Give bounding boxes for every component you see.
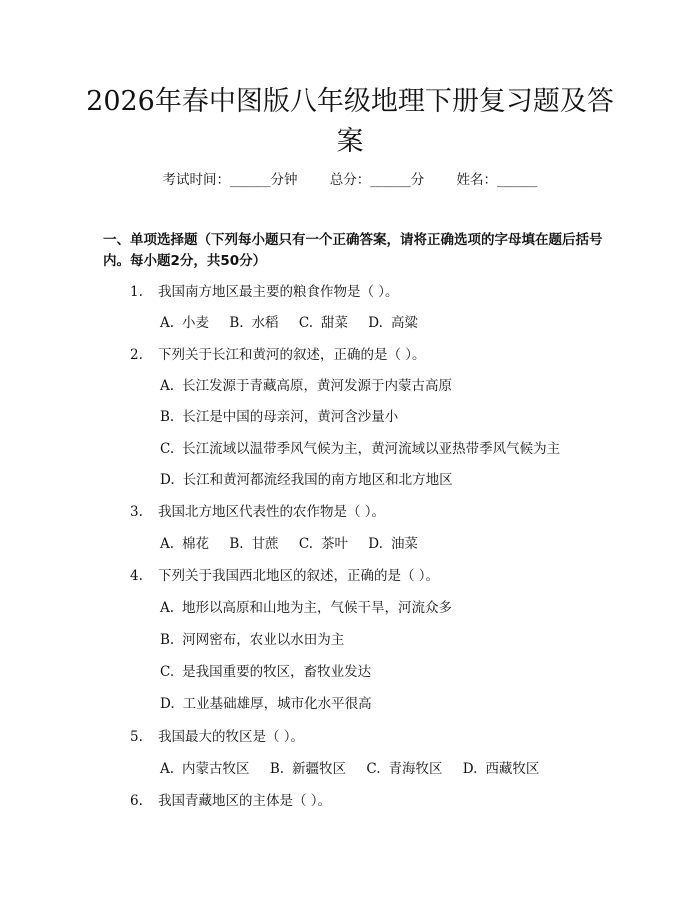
option-text: 棉花 — [182, 536, 210, 552]
option-text: 长江和黄河都流经我国的南方地区和北方地区 — [182, 472, 453, 488]
question-text: 我国南方地区最主要的粮食作物是（ ）。 — [158, 284, 399, 300]
option-letter: B. — [229, 536, 244, 552]
section-heading: 一、单项选择题（下列每小题只有一个正确答案，请将正确选项的字母填在题后括号内。每小题2分，共50分） — [103, 232, 603, 269]
option-text: 长江流域以温带季风气候为主，黄河流域以亚热带季风气候为主 — [182, 441, 561, 457]
option-letter: A. — [160, 378, 175, 394]
option-text: 长江是中国的母亲河，黄河含沙量小 — [182, 409, 399, 425]
question-text: 我国最大的牧区是（ ）。 — [158, 729, 305, 745]
option-text: 高粱 — [390, 315, 418, 331]
option-c — [299, 315, 348, 331]
question-6 — [130, 792, 331, 810]
option-text: 甜菜 — [321, 315, 348, 331]
student-name-field: 姓名：______ — [456, 172, 538, 188]
question-2-option-a — [160, 377, 452, 395]
option-letter: A. — [160, 315, 175, 331]
question-number: 4. — [130, 568, 143, 584]
option-text: 水稻 — [251, 315, 279, 331]
question-number: 1. — [130, 284, 143, 300]
option-text: 地形以高原和山地为主，气候干旱，河流众多 — [182, 600, 453, 616]
option-letter: C. — [160, 664, 175, 680]
question-4-option-c — [160, 663, 371, 681]
option-letter: A. — [160, 761, 175, 777]
option-c — [366, 761, 442, 777]
option-letter: A. — [160, 600, 175, 616]
exam-time-field: 考试时间：______分钟 — [162, 172, 298, 188]
question-number: 3. — [130, 504, 143, 520]
option-b — [229, 315, 278, 331]
option-text: 青海牧区 — [388, 761, 443, 777]
option-text: 内蒙古牧区 — [182, 761, 250, 777]
option-a — [160, 536, 209, 552]
question-2-option-b — [160, 408, 398, 426]
exam-info — [0, 168, 700, 188]
option-a — [160, 315, 209, 331]
option-d — [463, 761, 540, 777]
question-number: 6. — [130, 793, 143, 809]
question-3-options — [160, 535, 418, 553]
option-letter: C. — [298, 536, 313, 552]
option-a — [160, 761, 250, 777]
option-letter: C. — [160, 441, 175, 457]
option-text: 甘蔗 — [251, 536, 279, 552]
option-letter: A. — [160, 536, 175, 552]
question-4 — [130, 567, 439, 585]
document-title: 2026年春中图版八年级地理下册复习题及答案 — [86, 86, 614, 157]
option-text: 茶叶 — [321, 536, 348, 552]
option-text: 是我国重要的牧区，畜牧业发达 — [182, 664, 372, 680]
question-2-option-c — [160, 440, 560, 458]
option-letter: C. — [366, 761, 381, 777]
question-1 — [130, 283, 399, 301]
option-letter: D. — [462, 761, 478, 777]
option-b — [229, 536, 278, 552]
option-d — [368, 536, 418, 552]
question-2-option-d — [160, 471, 453, 489]
option-letter: B. — [160, 409, 175, 425]
option-text: 长江发源于青藏高原，黄河发源于内蒙古高原 — [182, 378, 453, 394]
question-1-options — [160, 314, 418, 332]
option-c — [299, 536, 348, 552]
option-letter: B. — [229, 315, 244, 331]
option-letter: B. — [160, 632, 175, 648]
question-4-option-a — [160, 599, 452, 617]
option-text: 河网密布，农业以水田为主 — [182, 632, 345, 648]
option-text: 西藏牧区 — [485, 761, 540, 777]
option-text: 小麦 — [182, 315, 210, 331]
question-5 — [130, 728, 304, 746]
option-text: 工业基础雄厚，城市化水平很高 — [182, 696, 372, 712]
option-b — [270, 761, 346, 777]
question-text: 我国北方地区代表性的农作物是（ ）。 — [158, 504, 386, 520]
option-letter: B. — [269, 761, 285, 777]
question-text: 下列关于长江和黄河的叙述，正确的是（ ）。 — [158, 347, 426, 363]
option-letter: D. — [368, 315, 383, 331]
option-text: 新疆牧区 — [292, 761, 347, 777]
question-number: 5. — [130, 729, 143, 745]
option-d — [368, 315, 418, 331]
total-score-field: 总分：______分 — [329, 172, 425, 188]
option-letter: D. — [368, 536, 383, 552]
question-4-option-d — [160, 695, 372, 713]
option-letter: D. — [160, 696, 175, 712]
question-4-option-b — [160, 631, 344, 649]
option-text: 油菜 — [390, 536, 418, 552]
question-text: 我国青藏地区的主体是（ ）。 — [158, 793, 332, 809]
option-letter: D. — [160, 472, 175, 488]
question-number: 2. — [130, 347, 143, 363]
question-5-options — [160, 760, 539, 778]
question-3 — [130, 503, 385, 521]
question-text: 下列关于我国西北地区的叙述，正确的是（ ）。 — [158, 568, 440, 584]
option-letter: C. — [298, 315, 313, 331]
question-2 — [130, 346, 426, 364]
